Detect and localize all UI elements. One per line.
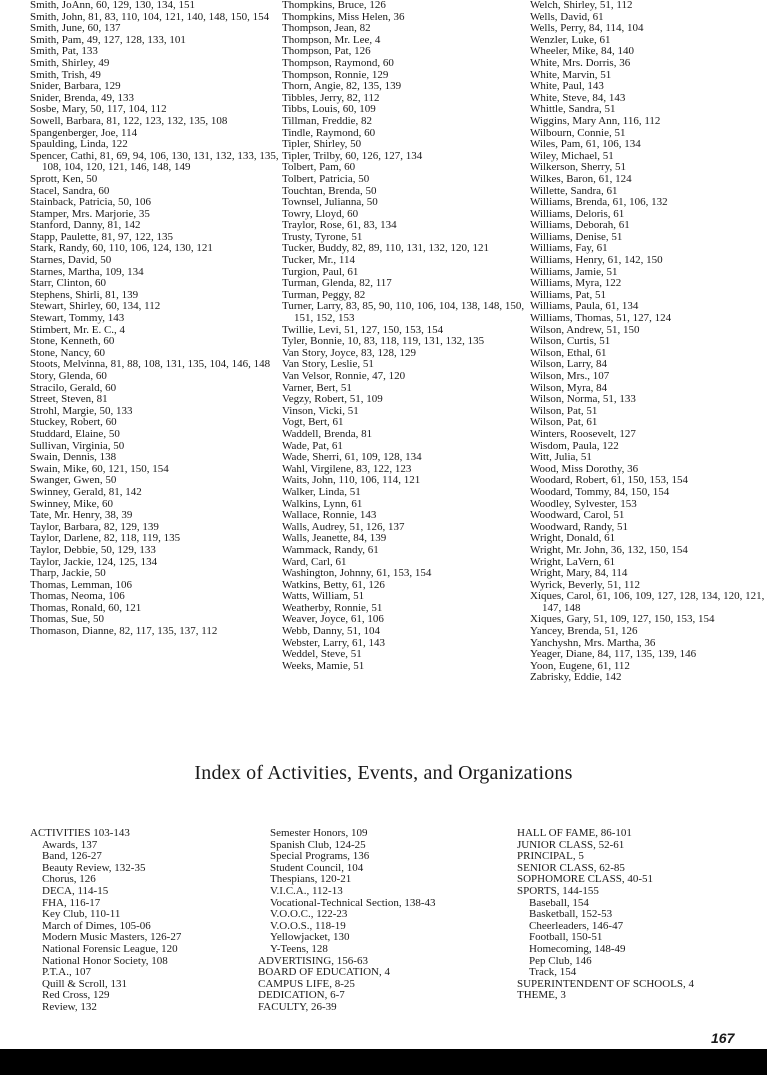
index-entry: Smith, Shirley, 49 [30,56,110,69]
index-entry: Sprott, Ken, 50 [30,172,98,185]
index-entry: Story, Glenda, 60 [30,370,107,382]
index-entry: Thompson, Jean, 82 [282,22,371,35]
index-entry: Swinney, Mike, 60 [30,497,114,510]
index-entry: Tibbs, Louis, 60, 109 [282,103,376,116]
index-entry: Smith, Pam, 49, 127, 128, 133, 101 [30,33,186,46]
index-entry: Weddel, Steve, 51 [282,648,362,661]
activities-column-2 [258,828,513,1014]
activities-index-title: Index of Activities, Events, and Organizations [194,762,573,784]
index-entry: Tipler, Shirley, 50 [282,138,362,151]
index-entry: Stephens, Shirli, 81, 139 [30,288,139,301]
index-entry: Smith, Pat, 133 [30,45,98,58]
activity-subentry: Yellowjacket, 130 [270,931,350,944]
index-entry: Woodard, Robert, 61, 150, 153, 154 [530,474,688,487]
index-entry: Witt, Julia, 51 [530,451,592,464]
index-entry: Wilson, Mrs., 107 [530,370,610,382]
index-entry: White, Steve, 84, 143 [530,91,626,104]
index-entry: Spangenberger, Joe, 114 [30,126,138,139]
index-entry: Williams, Fay, 61 [530,242,608,255]
index-entry: Williams, Paula, 61, 134 [530,300,639,313]
index-entry: Walkins, Lynn, 61 [282,497,363,510]
index-entry: Tucker, Mr., 114 [282,254,355,267]
activity-entry: ADVERTISING, 156-63 [258,954,368,967]
activity-subentry: P.T.A., 107 [42,966,91,979]
index-entry: Traylor, Rose, 61, 83, 134 [282,219,397,232]
index-entry: Sowell, Barbara, 81, 122, 123, 132, 135, 108 [30,114,228,127]
name-index-column-3 [530,0,766,684]
activity-entry: SPORTS, 144-155 [517,884,599,897]
index-entry: Wright, Mr. John, 36, 132, 150, 154 [530,543,688,556]
index-entry: Yoon, Eugene, 61, 112 [530,659,630,672]
activity-subentry: DECA, 114-15 [42,884,109,897]
index-entry: Williams, Deloris, 61 [530,207,625,220]
index-entry: White, Marvin, 51 [530,68,612,81]
activity-subentry: Homecoming, 148-49 [529,942,626,955]
index-entry: Turman, Peggy, 82 [282,288,366,301]
index-entry: Swain, Dennis, 138 [30,451,117,464]
index-entry: Webb, Danny, 51, 104 [282,625,380,638]
index-entry: Van Velsor, Ronnie, 47, 120 [282,370,406,382]
index-entry: Taylor, Darlene, 82, 118, 119, 135 [30,532,181,545]
index-entry: Wells, Perry, 84, 114, 104 [530,22,644,35]
index-entry: Wright, LaVern, 61 [530,555,616,568]
index-entry: Watts, William, 51 [282,590,365,603]
index-entry: Willette, Sandra, 61 [530,184,618,197]
activity-subentry: National Honor Society, 108 [42,954,168,967]
activity-subentry: Key Club, 110-11 [42,908,121,921]
index-entry: Snider, Barbara, 129 [30,80,121,93]
index-entry: Thompson, Pat, 126 [282,45,371,58]
index-entry: Smith, June, 60, 137 [30,22,121,35]
index-entry: Wood, Miss Dorothy, 36 [530,462,639,475]
index-entry: Thomas, Ronald, 60, 121 [30,601,142,614]
activity-subentry: V.O.O.S., 118-19 [270,919,346,932]
activity-entry: CAMPUS LIFE, 8-25 [258,977,355,990]
index-entry: Tharp, Jackie, 50 [30,567,106,580]
index-entry: Smith, Trish, 49 [30,68,101,81]
index-entry: Williams, Jamie, 51 [530,265,618,278]
index-entry: Taylor, Barbara, 82, 129, 139 [30,520,159,533]
index-entry: Wallace, Ronnie, 143 [282,509,377,522]
index-entry: Xiques, Gary, 51, 109, 127, 150, 153, 154 [530,613,715,626]
activity-subentry: Modern Music Masters, 126-27 [42,931,182,944]
activity-entry: SOPHOMORE CLASS, 40-51 [517,873,653,886]
activity-subentry: Pep Club, 146 [529,954,592,967]
index-entry: Weeks, Mamie, 51 [282,659,365,672]
index-entry: Walker, Linda, 51 [282,485,361,498]
index-entry: Tate, Mr. Henry, 38, 39 [30,509,133,522]
index-entry: Towry, Lloyd, 60 [282,207,359,220]
index-entry: Wright, Mary, 84, 114 [530,567,628,580]
activity-subentry: Awards, 137 [42,838,98,851]
activity-subentry: Baseball, 154 [529,896,589,909]
index-entry: Tindle, Raymond, 60 [282,126,376,139]
index-entry: Thomas, Lemman, 106 [30,578,133,591]
index-entry: Swanger, Gwen, 50 [30,474,117,487]
index-entry: Van Story, Leslie, 51 [282,358,374,371]
page-number: 167 [711,1030,735,1046]
index-entry: Smith, John, 81, 83, 110, 104, 121, 140, 148, 150, 154 [30,10,270,23]
index-entry: Stapp, Paulette, 81, 97, 122, 135 [30,230,173,243]
activity-subentry: Basketball, 152-53 [529,908,613,921]
index-entry: Webster, Larry, 61, 143 [282,636,386,649]
index-entry: Turgion, Paul, 61 [282,265,359,278]
index-entry: Touchtan, Brenda, 50 [282,184,377,197]
index-entry: Spencer, Cathi, 81, 69, 94, 106, 130, 131, 132, 133, 135, 108, 104, 120, 121, 146, 148, 149 [30,149,279,174]
index-entry: Zabrisky, Eddie, 142 [530,671,622,684]
index-entry: Strohl, Margie, 50, 133 [30,404,133,417]
index-entry: Wilbourn, Connie, 51 [530,126,626,139]
index-entry: Studdard, Elaine, 50 [30,427,120,440]
index-entry: Wahl, Virgilene, 83, 122, 123 [282,462,412,475]
index-entry: Stanford, Danny, 81, 142 [30,219,141,232]
index-entry: Stark, Randy, 60, 110, 106, 124, 130, 121 [30,242,213,255]
index-entry: Stoots, Melvinna, 81, 88, 108, 131, 135, 104, 146, 148 [30,358,271,371]
index-entry: Ward, Carl, 61 [282,555,347,568]
index-entry: Williams, Denise, 51 [530,230,623,243]
index-entry: Swain, Mike, 60, 121, 150, 154 [30,462,169,475]
index-entry: Williams, Pat, 51 [530,288,606,301]
activity-subentry: Beauty Review, 132-35 [42,861,146,874]
activities-column-1 [30,828,265,1014]
activity-entry: THEME, 3 [517,989,566,1002]
index-entry: White, Mrs. Dorris, 36 [530,56,631,69]
index-entry: Washington, Johnny, 61, 153, 154 [282,567,432,580]
index-entry: Wilkerson, Sherry, 51 [530,161,626,174]
index-entry: Waddell, Brenda, 81 [282,427,373,440]
index-entry: Starnes, David, 50 [30,254,112,267]
index-entry: Townsel, Julianna, 50 [282,196,378,209]
index-entry: Stacel, Sandra, 60 [30,184,110,197]
index-entry: Wilkes, Baron, 61, 124 [530,172,632,185]
index-entry: Tyler, Bonnie, 10, 83, 118, 119, 131, 132, 135 [282,335,485,348]
index-entry: Twillie, Levi, 51, 127, 150, 153, 154 [282,323,444,336]
index-entry: Stracilo, Gerald, 60 [30,381,117,394]
index-entry: Yeager, Diane, 84, 117, 135, 139, 146 [530,648,697,661]
index-entry: Weaver, Joyce, 61, 106 [282,613,384,626]
index-entry: Wilson, Larry, 84 [530,358,608,371]
activity-subentry: Student Council, 104 [270,861,364,874]
index-entry: Stimbert, Mr. E. C., 4 [30,323,126,336]
index-entry: Thompkins, Bruce, 126 [282,0,386,11]
activity-subentry: Track, 154 [529,966,577,979]
activity-subentry: V.I.C.A., 112-13 [270,884,343,897]
activity-entry: JUNIOR CLASS, 52-61 [517,838,625,851]
activity-entry: BOARD OF EDUCATION, 4 [258,966,391,979]
index-entry: Welch, Shirley, 51, 112 [530,0,633,11]
name-index-column-1 [30,0,280,638]
index-entry: Trusty, Tyrone, 51 [282,230,363,243]
index-entry: Taylor, Jackie, 124, 125, 134 [30,555,158,568]
index-entry: Swinney, Gerald, 81, 142 [30,485,142,498]
index-entry: Tibbles, Jerry, 82, 112 [282,91,380,104]
index-entry: Walls, Jeanette, 84, 139 [282,532,387,545]
index-entry: Woodward, Randy, 51 [530,520,628,533]
index-entry: Williams, Myra, 122 [530,277,622,290]
activity-subentry: Cheerleaders, 146-47 [529,919,624,932]
index-entry: Watkins, Betty, 61, 126 [282,578,385,591]
index-entry: Street, Steven, 81 [30,393,108,406]
index-entry: Stamper, Mrs. Marjorie, 35 [30,207,150,220]
index-entry: Snider, Brenda, 49, 133 [30,91,135,104]
index-entry: Williams, Henry, 61, 142, 150 [530,254,663,267]
index-entry: Williams, Thomas, 51, 127, 124 [530,312,672,325]
activity-subentry: Vocational-Technical Section, 138-43 [270,896,436,909]
index-entry: Sosbe, Mary, 50, 117, 104, 112 [30,103,167,116]
index-entry: Smith, JoAnn, 60, 129, 130, 134, 151 [30,0,196,11]
index-entry: Wilson, Andrew, 51, 150 [530,323,640,336]
index-entry: Turner, Larry, 83, 85, 90, 110, 106, 104, 138, 148, 150, 151, 152, 153 [282,300,525,325]
index-entry: Williams, Deborah, 61 [530,219,630,232]
index-entry: Wade, Pat, 61 [282,439,343,452]
activity-subentry: Red Cross, 129 [42,989,110,1002]
index-entry: Winters, Roosevelt, 127 [530,427,636,440]
index-entry: Wammack, Randy, 61 [282,543,379,556]
index-entry: Vegzy, Robert, 51, 109 [282,393,383,406]
index-entry: Wilson, Myra, 84 [530,381,608,394]
index-entry: Woodward, Carol, 51 [530,509,625,522]
index-entry: Stone, Nancy, 60 [30,346,106,359]
index-entry: Starr, Clinton, 60 [30,277,106,290]
activities-column-3 [517,828,767,1002]
index-entry: Wisdom, Paula, 122 [530,439,619,452]
activity-subentry: Spanish Club, 124-25 [270,838,366,851]
index-entry: Williams, Brenda, 61, 106, 132 [530,196,668,209]
index-entry: Turman, Glenda, 82, 117 [282,277,392,290]
index-entry: Tillman, Freddie, 82 [282,114,373,127]
index-entry: Tolbert, Pam, 60 [282,161,356,174]
index-entry: Thompson, Raymond, 60 [282,56,394,69]
index-entry: Thomason, Dianne, 82, 117, 135, 137, 112 [30,625,218,638]
index-entry: Thomas, Neoma, 106 [30,590,125,603]
activity-subentry: March of Dimes, 105-06 [42,919,151,932]
index-entry: White, Paul, 143 [530,80,604,93]
index-entry: Whittle, Sandra, 51 [530,103,616,116]
index-entry: Wade, Sherri, 61, 109, 128, 134 [282,451,422,464]
index-entry: Wheeler, Mike, 84, 140 [530,45,635,58]
activity-entry: HALL OF FAME, 86-101 [517,827,632,839]
activity-subentry: V.O.O.C., 122-23 [270,908,348,921]
activity-entry: ACTIVITIES 103-143 [30,827,130,839]
index-entry: Wiggins, Mary Ann, 116, 112 [530,114,661,127]
index-entry: Waits, John, 110, 106, 114, 121 [282,474,421,487]
index-entry: Wright, Donald, 61 [530,532,616,545]
index-entry: Stewart, Shirley, 60, 134, 112 [30,300,161,313]
activity-subentry: National Forensic League, 120 [42,942,178,955]
index-entry: Tipler, Trilby, 60, 126, 127, 134 [282,149,423,162]
index-entry: Varner, Bert, 51 [282,381,352,394]
index-entry: Thompson, Mr. Lee, 4 [282,33,381,46]
index-entry: Stone, Kenneth, 60 [30,335,115,348]
index-entry: Thomas, Sue, 50 [30,613,104,626]
index-entry: Wilson, Pat, 51 [530,404,598,417]
index-entry: Wiley, Michael, 51 [530,149,614,162]
index-entry: Thompson, Ronnie, 129 [282,68,389,81]
index-entry: Stuckey, Robert, 60 [30,416,117,429]
index-entry: Wilson, Ethal, 61 [530,346,607,359]
activity-entry: SUPERINTENDENT OF SCHOOLS, 4 [517,977,695,990]
footer-bar [0,1049,767,1075]
activity-subentry: FHA, 116-17 [42,896,101,909]
index-entry: Taylor, Debbie, 50, 129, 133 [30,543,156,556]
index-entry: Yancey, Brenda, 51, 126 [530,625,638,638]
index-entry: Stewart, Tommy, 143 [30,312,125,325]
index-entry: Walls, Audrey, 51, 126, 137 [282,520,405,533]
index-entry: Wilson, Norma, 51, 133 [530,393,636,406]
activity-subentry: Band, 126-27 [42,850,102,863]
activity-subentry: Review, 132 [42,1000,97,1013]
activity-subentry: Thespians, 120-21 [270,873,352,886]
index-entry: Weatherby, Ronnie, 51 [282,601,383,614]
index-entry: Thorn, Angie, 82, 135, 139 [282,80,402,93]
activity-subentry: Special Programs, 136 [270,850,370,863]
activity-subentry: Chorus, 126 [42,873,96,886]
activity-entry: SENIOR CLASS, 62-85 [517,861,625,874]
index-entry: Wilson, Pat, 61 [530,416,598,429]
index-entry: Wilson, Curtis, 51 [530,335,611,348]
index-entry: Starnes, Martha, 109, 134 [30,265,144,278]
activity-entry: PRINCIPAL, 5 [517,850,584,863]
index-entry: Woodard, Tommy, 84, 150, 154 [530,485,670,498]
index-entry: Stainback, Patricia, 50, 106 [30,196,151,209]
index-entry: Wiles, Pam, 61, 106, 134 [530,138,641,151]
index-entry: Wyrick, Beverly, 51, 112 [530,578,641,591]
index-entry: Woodley, Sylvester, 153 [530,497,637,510]
index-entry: Tucker, Buddy, 82, 89, 110, 131, 132, 120, 121 [282,242,490,255]
index-entry: Spaulding, Linda, 122 [30,138,128,151]
index-entry: Xiques, Carol, 61, 106, 109, 127, 128, 134, 120, 121, 147, 148 [530,590,765,614]
index-entry: Vinson, Vicki, 51 [282,404,359,417]
activity-entry: DEDICATION, 6-7 [258,989,345,1002]
activity-subentry: Football, 150-51 [529,931,603,944]
activity-subentry: Semester Honors, 109 [270,827,368,839]
activity-subentry: Quill & Scroll, 131 [42,977,127,990]
index-entry: Tolbert, Patricia, 50 [282,172,370,185]
index-entry: Van Story, Joyce, 83, 128, 129 [282,346,417,359]
index-entry: Vogt, Bert, 61 [282,416,344,429]
index-entry: Sullivan, Virginia, 50 [30,439,125,452]
index-entry: Thompkins, Miss Helen, 36 [282,10,405,23]
index-entry: Yanchyshn, Mrs. Martha, 36 [530,636,656,649]
name-index-column-2 [282,0,530,672]
activity-subentry: Y-Teens, 128 [270,942,328,955]
index-entry: Wells, David, 61 [530,10,604,23]
activity-entry: FACULTY, 26-39 [258,1000,337,1013]
index-entry: Wenzler, Luke, 61 [530,33,611,46]
